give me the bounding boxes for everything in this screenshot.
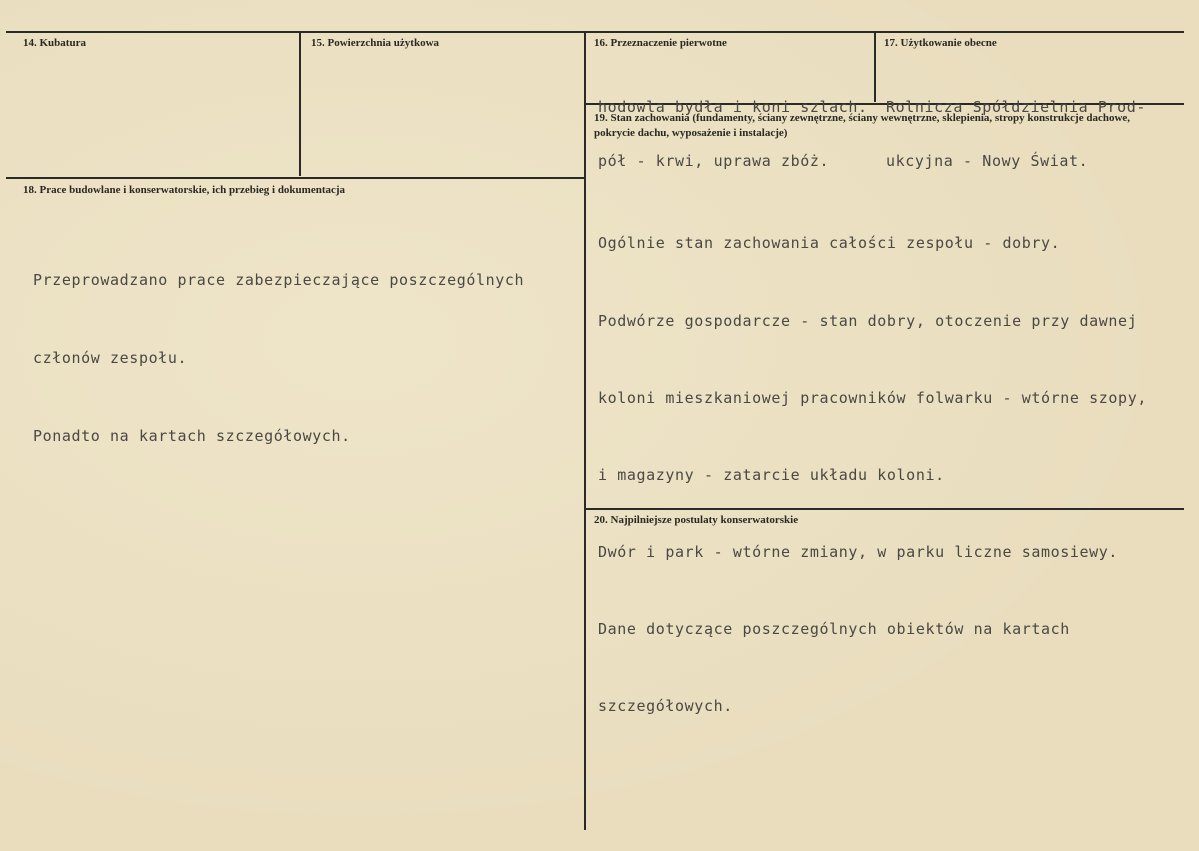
field-20-postulaty-label: 20. Najpilniejsze postulaty konserwatorskie — [594, 514, 799, 526]
field-19-line: Dane dotyczące poszczególnych obiektów na kartach — [598, 619, 1070, 638]
divider-14-15 — [299, 32, 301, 176]
field-16-przeznaczenie-label: 16. Przeznaczenie pierwotne — [594, 37, 727, 49]
field-18-prace-label: 18. Prace budowlane i konserwatorskie, ich przebieg i dokumentacja — [23, 184, 346, 196]
divider-16-17 — [874, 32, 876, 102]
field-15-powierzchnia-label: 15. Powierzchnia użytkowa — [311, 37, 440, 49]
field-19-line: Podwórze gospodarcze - stan dobry, otoczenie przy dawnej — [598, 311, 1138, 330]
top-rule — [6, 31, 1184, 33]
field-19-value — [598, 180, 1147, 771]
field-18-line: Przeprowadzano prace zabezpieczające poszczególnych — [33, 271, 525, 289]
field-17-line: Rolnicza Spółdzielnia Prod- — [886, 98, 1147, 116]
field-18-line: członów zespołu. — [33, 349, 188, 367]
field-18-line: Ponadto na kartach szczegółowych. — [33, 427, 351, 445]
field-17-line: ukcyjna - Nowy Świat. — [886, 152, 1089, 170]
field-16-line: hodowla bydła i koni szlach. — [598, 98, 868, 116]
field-16-line: pół - krwi, uprawa zbóż. — [598, 152, 830, 170]
field-17-uzytkowanie-label: 17. Użytkowanie obecne — [884, 37, 997, 49]
rule-above-18 — [6, 177, 586, 179]
field-19-stan-label: 19. Stan zachowania (fundamenty, ściany zewnętrzne, ściany wewnętrzne, sklepienia, stropy konstrukcje dachowe, pokrycie dachu, wyposażenie i instalacje) — [594, 112, 1131, 139]
field-19-line: i magazyny - zatarcie układu koloni. — [598, 465, 945, 484]
field-19-line: koloni mieszkaniowej pracowników folwarku - wtórne szopy, — [598, 388, 1147, 407]
field-18-value — [33, 215, 524, 501]
field-19-line: Dwór i park - wtórne zmiany, w parku liczne samosiewy. — [598, 542, 1119, 561]
field-19-line: szczegółowych. — [598, 697, 733, 716]
field-14-kubatura-label: 14. Kubatura — [23, 37, 86, 49]
field-19-line: Ogólnie stan zachowania całości zespołu - dobry. — [598, 234, 1061, 253]
center-divider — [584, 32, 586, 830]
